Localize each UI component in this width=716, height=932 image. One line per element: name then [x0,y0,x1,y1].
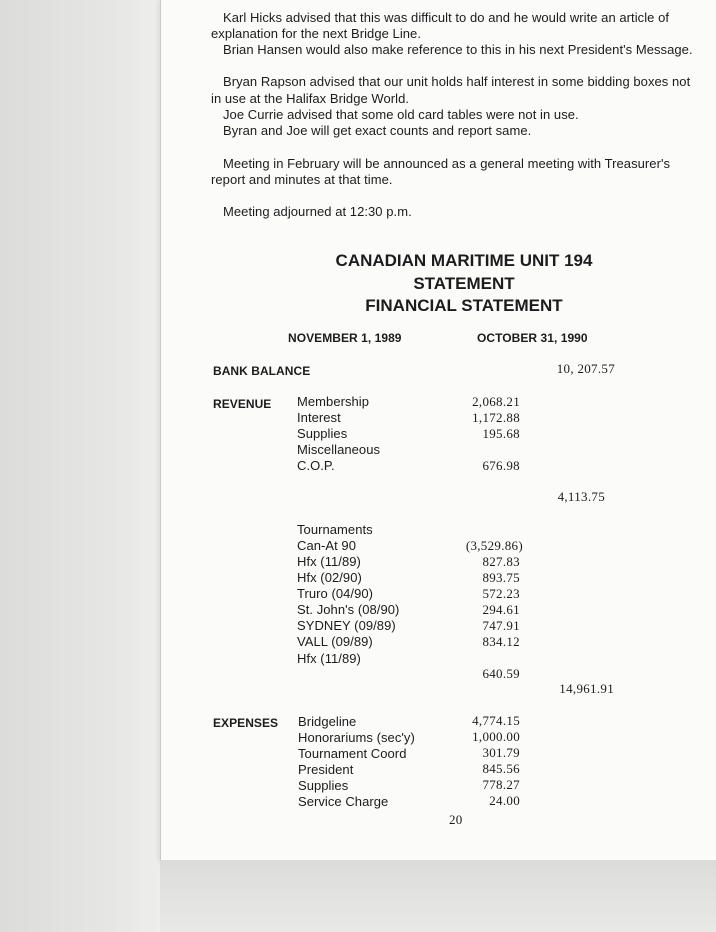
minutes-text-line: Byran and Joe will get exact counts and report same. [223,123,532,138]
tournament-extra-value: 640.59 [482,666,520,681]
minutes-text-line: Karl Hicks advised that this was difficult to do and he would write an article of [223,10,670,25]
revenue-item-label: C.O.P. [297,458,335,473]
tournament-item-value: 893.75 [482,570,520,585]
scan-bottom-margin [160,860,716,932]
minutes-text-line: Joe Currie advised that some old card tables were not in use. [223,107,579,122]
expense-item-value: 4,774.15 [472,713,520,728]
statement-title: CANADIAN MARITIME UNIT 194 [335,251,593,270]
revenue-subtotal: 4,113.75 [557,489,605,504]
scan-left-margin [0,0,160,932]
tournament-item-value: (3,529.86) [465,538,523,553]
revenue-item-label: Supplies [297,426,348,441]
minutes-text-line: in use at the Halifax Bridge World. [211,91,410,106]
tournament-item-label: Can-At 90 [297,538,356,553]
expense-item-label: Service Charge [298,794,389,809]
expense-item-value: 24.00 [489,793,520,808]
expense-item-value: 845.56 [482,761,520,776]
statement-subtitle: FINANCIAL STATEMENT [365,296,563,315]
tournament-item-value: 747.91 [482,618,520,633]
expense-item-value: 1,000.00 [472,729,520,744]
tournament-item-label: Hfx (11/89) [297,651,361,666]
revenue-item-label: Miscellaneous [297,442,381,457]
tournament-item-value: 294.61 [482,602,520,617]
expense-item-value: 301.79 [482,745,520,760]
expense-item-label: Bridgeline [298,714,357,729]
revenue-item-value: 1,172.88 [472,410,520,425]
expense-item-label: President [298,762,354,777]
tournament-item-value: 572.23 [482,586,520,601]
minutes-text-line: report and minutes at that time. [211,172,393,187]
bank-balance-value: 10, 207.57 [556,361,615,376]
revenue-section-label: REVENUE [213,397,272,411]
revenue-item-label: Interest [297,410,341,425]
tournament-item-label: Hfx (11/89) [297,554,361,569]
bank-balance-label: BANK BALANCE [213,364,311,378]
tournament-item-label: Truro (04/90) [297,586,374,601]
expense-item-label: Supplies [298,778,349,793]
revenue-item-value: 195.68 [482,426,520,441]
statement-subtitle: STATEMENT [413,274,515,293]
revenue-item-label: Membership [297,394,370,409]
tournament-item-label: SYDNEY (09/89) [297,618,396,633]
tournament-item-label: VALL (09/89) [297,634,373,649]
revenue-item-value: 676.98 [482,458,520,473]
tournament-item-value: 827.83 [482,554,520,569]
tournament-item-value: 834.12 [482,634,520,649]
minutes-text-line: Meeting in February will be announced as a general meeting with Treasurer's [223,156,671,171]
period-end-header: OCTOBER 31, 1990 [477,331,588,345]
minutes-text-line: explanation for the next Bridge Line. [211,26,421,41]
minutes-text-line: Bryan Rapson advised that our unit holds half interest in some bidding boxes not [223,74,691,89]
expense-item-label: Honorariums (sec'y) [298,730,415,745]
tournaments-label: Tournaments [297,522,373,537]
expense-item-value: 778.27 [482,777,520,792]
revenue-item-value: 2,068.21 [472,394,520,409]
period-start-header: NOVEMBER 1, 1989 [288,331,402,345]
page-number: 20 [449,812,463,827]
tournaments-total: 14,961.91 [559,681,614,696]
minutes-text-line: Brian Hansen would also make reference to this in his next President's Message. [223,42,693,57]
tournament-item-label: Hfx (02/90) [297,570,362,585]
expense-item-label: Tournament Coord [298,746,407,761]
tournament-item-label: St. John's (08/90) [297,602,400,617]
minutes-text-line: Meeting adjourned at 12:30 p.m. [223,204,412,219]
expenses-section-label: EXPENSES [213,716,279,730]
